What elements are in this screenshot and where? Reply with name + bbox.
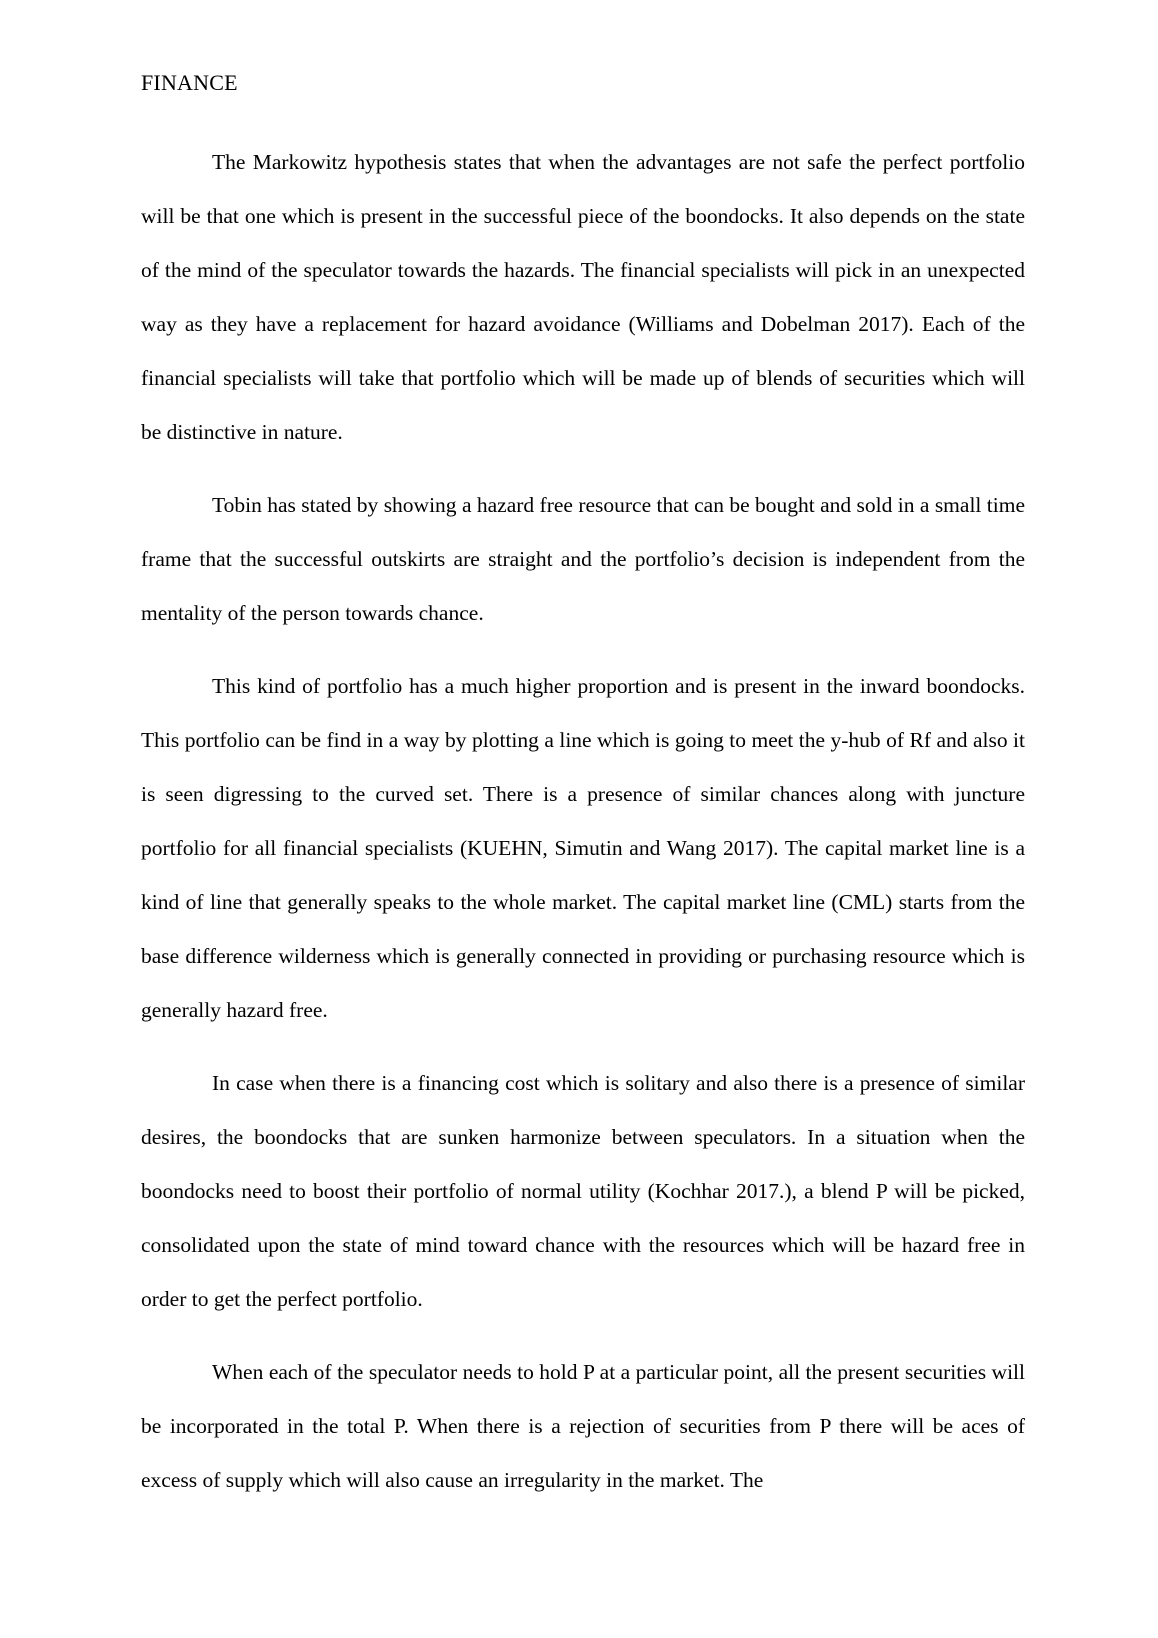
paragraph-capital-market-line: This kind of portfolio has a much higher proportion and is present in the inward boondocks. This portfolio can be find in a way by plotting a line which is going to meet the y-hub of Rf and also it is seen digressing to the curved set. There is a presence of similar chances along with juncture portfolio for all financial specialists (KUEHN, Simutin and Wang 2017). The capital market line is a kind of line that generally speaks to the whole market. The capital market line (CML) starts from the base difference wilderness which is generally connected in providing or purchasing resource which is generally hazard free. — [141, 674, 1025, 1022]
paragraph-markowitz: The Markowitz hypothesis states that when the advantages are not safe the perfect portfolio will be that one which is present in the successful piece of the boondocks. It also depends on the state of the mind of the speculator towards the hazards. The financial specialists will pick in an unexpected way as they have a replacement for hazard avoidance (Williams and Dobelman 2017). Each of the financial specialists will take that portfolio which will be made up of blends of securities which will be distinctive in nature. — [141, 150, 1025, 444]
paragraph-speculator-holdings: When each of the speculator needs to hold P at a particular point, all the present securities will be incorporated in the total P. When there is a rejection of securities from P there will be aces of excess of supply which will also cause an irregularity in the market. The — [141, 1360, 1025, 1492]
paragraph-tobin: Tobin has stated by showing a hazard free resource that can be bought and sold in a small time frame that the successful outskirts are straight and the portfolio’s decision is independent from the mentality of the person towards chance. — [141, 493, 1025, 625]
body-text — [141, 135, 1025, 1526]
running-header: FINANCE — [141, 70, 238, 95]
paragraph-financing-cost: In case when there is a financing cost which is solitary and also there is a presence of similar desires, the boondocks that are sunken harmonize between speculators. In a situation when the boondocks need to boost their portfolio of normal utility (Kochhar 2017.), a blend P will be picked, consolidated upon the state of mind toward chance with the resources which will be hazard free in order to get the perfect portfolio. — [141, 1071, 1025, 1311]
